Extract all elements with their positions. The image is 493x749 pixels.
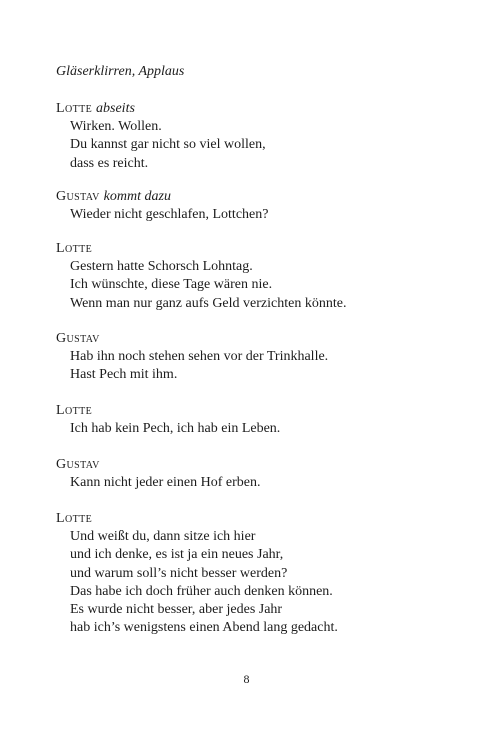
- verse-line: dass es reicht.: [70, 155, 149, 171]
- verse-line: Gestern hatte Schorsch Lohntag.: [70, 259, 253, 274]
- verse-line: Ich hab kein Pech, ich hab ein Leben.: [70, 421, 281, 436]
- speaker-name: Gustav: [56, 331, 100, 346]
- verse-line: Kann nicht jeder einen Hof erben.: [70, 475, 261, 490]
- dialogue-block: [56, 402, 280, 438]
- verse-line: hab ich’s wenigstens einen Abend lang gedacht.: [70, 620, 338, 636]
- speaker-name: Gustav: [56, 457, 100, 472]
- speaker-name: Gustav: [56, 189, 100, 204]
- verse-line: Und weißt du, dann sitze ich hier: [70, 529, 256, 544]
- speaker-name: Lotte: [56, 511, 93, 526]
- speaker-line: [56, 100, 266, 118]
- dialogue-block: [56, 510, 338, 638]
- verse-line: Wieder nicht geschlafen, Lottchen?: [70, 207, 269, 222]
- verse-line: Ich wünschte, diese Tage wären nie.: [70, 277, 273, 293]
- verse-line: Es wurde nicht besser, aber jedes Jahr: [70, 602, 283, 618]
- speaker-name: Lotte: [56, 101, 93, 116]
- speaker-name: Lotte: [56, 241, 93, 256]
- speaker-line: [56, 456, 260, 474]
- verse-line: Das habe ich doch früher auch denken können.: [70, 583, 333, 599]
- verse-line: Wirken. Wollen.: [70, 119, 162, 134]
- verse-line: Hab ihn noch stehen sehen vor der Trinkhalle.: [70, 349, 329, 364]
- verse-line: Du kannst gar nicht so viel wollen,: [70, 137, 266, 153]
- dialogue-block: [56, 188, 268, 224]
- verse-line: Wenn man nur ganz aufs Geld verzichten könnte.: [70, 295, 347, 311]
- dialogue-block: [56, 100, 266, 173]
- speaker-line: [56, 240, 346, 258]
- speaker-line: [56, 510, 338, 528]
- page-number: 8: [243, 672, 250, 686]
- speaker-line: [56, 188, 268, 206]
- speaker-direction: kommt dazu: [103, 189, 171, 204]
- verse-line: und warum soll’s nicht besser werden?: [70, 565, 288, 581]
- speaker-line: [56, 330, 328, 348]
- speaker-line: [56, 402, 280, 420]
- stage-direction: Gläserklirren, Applaus: [56, 64, 185, 79]
- verse-line: Hast Pech mit ihm.: [70, 367, 178, 383]
- speaker-name: Lotte: [56, 403, 93, 418]
- dialogue-block: [56, 240, 346, 313]
- speaker-direction: abseits: [96, 101, 135, 116]
- verse-line: und ich denke, es ist ja ein neues Jahr,: [70, 547, 284, 563]
- dialogue-block: [56, 330, 328, 385]
- dialogue-block: [56, 456, 260, 492]
